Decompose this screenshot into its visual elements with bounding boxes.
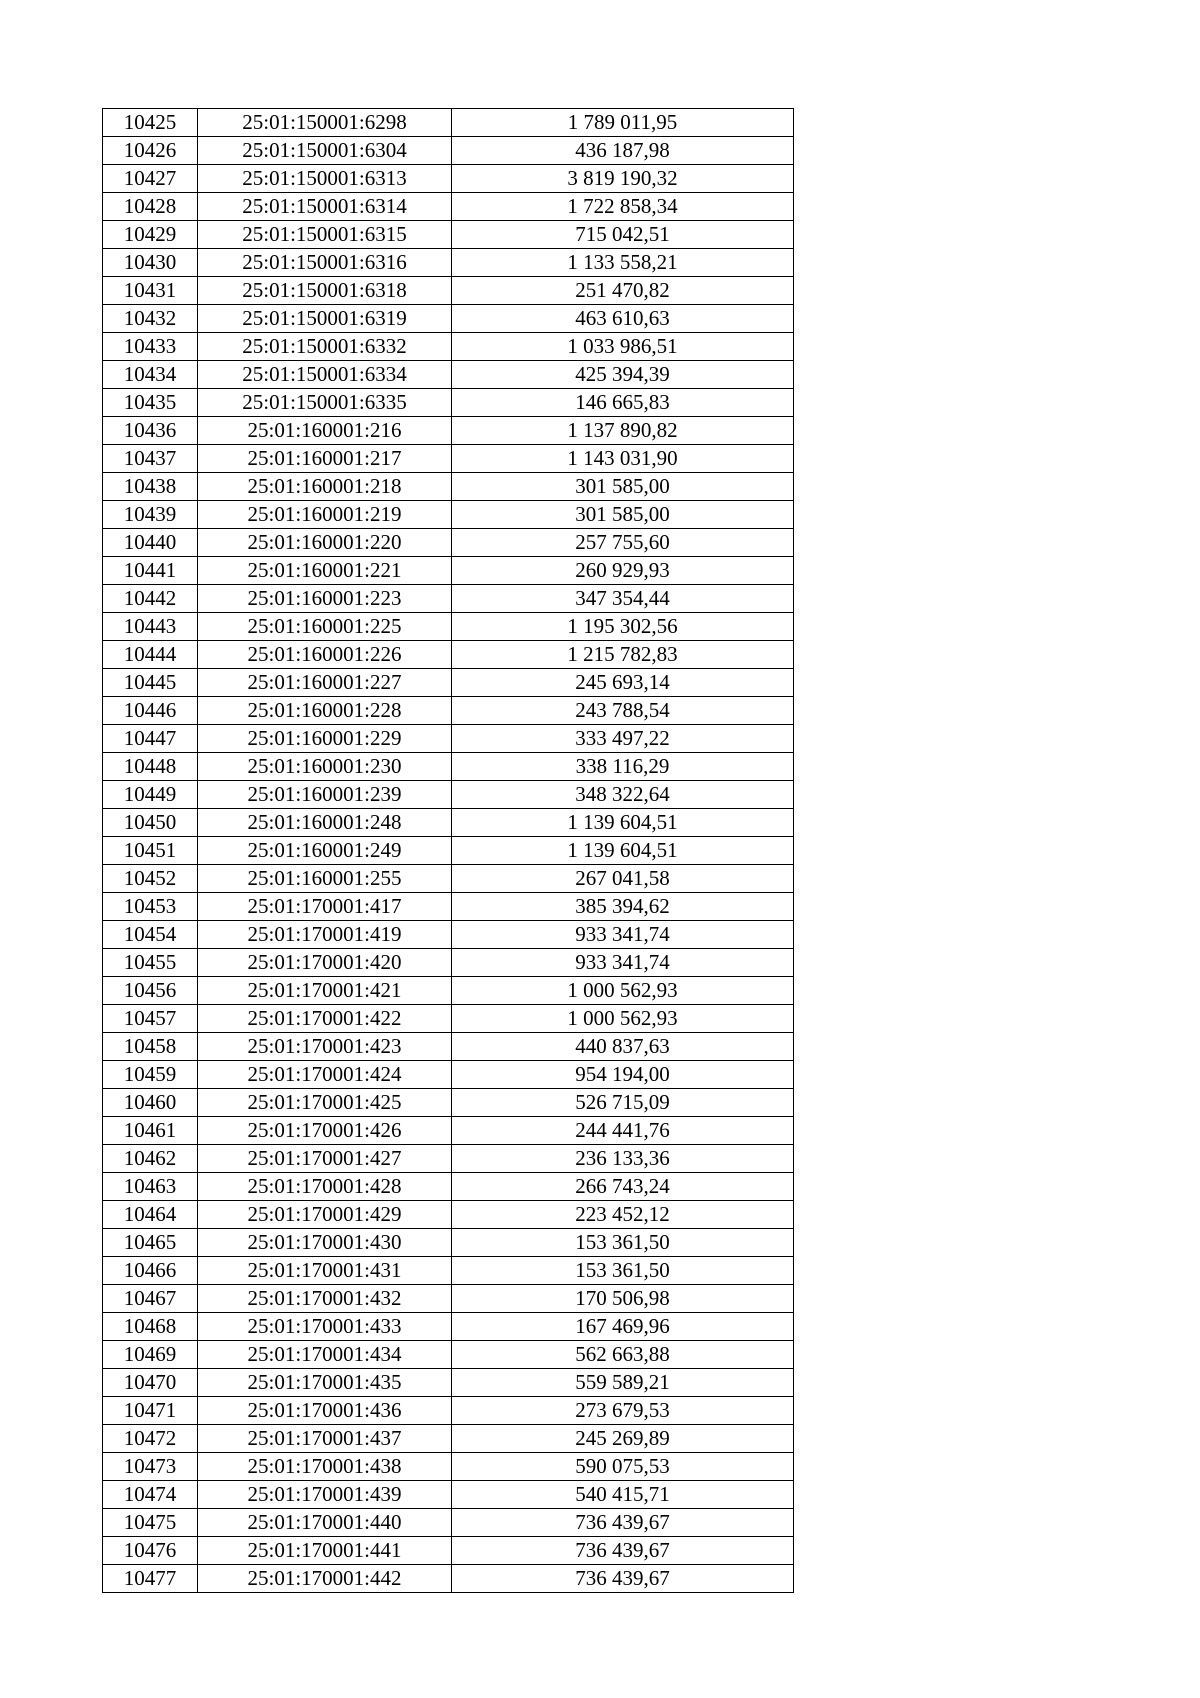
row-number-cell: 10435	[103, 389, 198, 417]
value-cell: 1 143 031,90	[452, 445, 794, 473]
row-number-cell: 10475	[103, 1509, 198, 1537]
row-number-cell: 10438	[103, 473, 198, 501]
table-row	[103, 1369, 794, 1397]
value-cell: 273 679,53	[452, 1397, 794, 1425]
row-number-cell: 10425	[103, 109, 198, 137]
row-number-cell: 10443	[103, 613, 198, 641]
table-row	[103, 165, 794, 193]
value-cell: 338 116,29	[452, 753, 794, 781]
table-row	[103, 277, 794, 305]
value-cell: 425 394,39	[452, 361, 794, 389]
row-number-cell: 10470	[103, 1369, 198, 1397]
cadastral-number-cell: 25:01:170001:426	[198, 1117, 452, 1145]
cadastral-number-cell: 25:01:160001:249	[198, 837, 452, 865]
row-number-cell: 10474	[103, 1481, 198, 1509]
cadastral-number-cell: 25:01:170001:435	[198, 1369, 452, 1397]
table-row	[103, 1453, 794, 1481]
value-cell: 540 415,71	[452, 1481, 794, 1509]
value-cell: 347 354,44	[452, 585, 794, 613]
row-number-cell: 10452	[103, 865, 198, 893]
table-row	[103, 249, 794, 277]
value-cell: 333 497,22	[452, 725, 794, 753]
row-number-cell: 10430	[103, 249, 198, 277]
cadastral-number-cell: 25:01:150001:6318	[198, 277, 452, 305]
table-row	[103, 641, 794, 669]
row-number-cell: 10455	[103, 949, 198, 977]
cadastral-number-cell: 25:01:160001:216	[198, 417, 452, 445]
value-cell: 736 439,67	[452, 1509, 794, 1537]
row-number-cell: 10449	[103, 781, 198, 809]
table-row	[103, 977, 794, 1005]
cadastral-number-cell: 25:01:160001:227	[198, 669, 452, 697]
table-row	[103, 529, 794, 557]
cadastral-number-cell: 25:01:170001:430	[198, 1229, 452, 1257]
row-number-cell: 10441	[103, 557, 198, 585]
cadastral-number-cell: 25:01:150001:6298	[198, 109, 452, 137]
cadastral-number-cell: 25:01:170001:440	[198, 1509, 452, 1537]
cadastral-number-cell: 25:01:150001:6316	[198, 249, 452, 277]
row-number-cell: 10458	[103, 1033, 198, 1061]
cadastral-number-cell: 25:01:150001:6314	[198, 193, 452, 221]
row-number-cell: 10465	[103, 1229, 198, 1257]
row-number-cell: 10477	[103, 1565, 198, 1593]
value-cell: 1 789 011,95	[452, 109, 794, 137]
table-row	[103, 1257, 794, 1285]
row-number-cell: 10460	[103, 1089, 198, 1117]
row-number-cell: 10463	[103, 1173, 198, 1201]
table-body	[103, 109, 794, 1593]
cadastral-number-cell: 25:01:150001:6304	[198, 137, 452, 165]
table-row	[103, 1509, 794, 1537]
cadastral-number-cell: 25:01:160001:218	[198, 473, 452, 501]
cadastral-number-cell: 25:01:160001:220	[198, 529, 452, 557]
cadastral-number-cell: 25:01:170001:424	[198, 1061, 452, 1089]
cadastral-number-cell: 25:01:150001:6335	[198, 389, 452, 417]
row-number-cell: 10469	[103, 1341, 198, 1369]
table-row	[103, 501, 794, 529]
row-number-cell: 10459	[103, 1061, 198, 1089]
cadastral-number-cell: 25:01:150001:6319	[198, 305, 452, 333]
cadastral-number-cell: 25:01:170001:433	[198, 1313, 452, 1341]
table-row	[103, 1201, 794, 1229]
table-row	[103, 949, 794, 977]
row-number-cell: 10432	[103, 305, 198, 333]
row-number-cell: 10434	[103, 361, 198, 389]
table-row	[103, 921, 794, 949]
value-cell: 153 361,50	[452, 1257, 794, 1285]
row-number-cell: 10466	[103, 1257, 198, 1285]
row-number-cell: 10448	[103, 753, 198, 781]
row-number-cell: 10437	[103, 445, 198, 473]
row-number-cell: 10476	[103, 1537, 198, 1565]
table-row	[103, 585, 794, 613]
value-cell: 243 788,54	[452, 697, 794, 725]
cadastral-number-cell: 25:01:150001:6332	[198, 333, 452, 361]
value-cell: 436 187,98	[452, 137, 794, 165]
table-row	[103, 893, 794, 921]
row-number-cell: 10433	[103, 333, 198, 361]
value-cell: 267 041,58	[452, 865, 794, 893]
cadastral-number-cell: 25:01:150001:6313	[198, 165, 452, 193]
value-cell: 266 743,24	[452, 1173, 794, 1201]
cadastral-number-cell: 25:01:170001:427	[198, 1145, 452, 1173]
value-cell: 559 589,21	[452, 1369, 794, 1397]
cadastral-value-table	[102, 108, 794, 1593]
table-row	[103, 1341, 794, 1369]
value-cell: 736 439,67	[452, 1565, 794, 1593]
cadastral-number-cell: 25:01:150001:6315	[198, 221, 452, 249]
table-row	[103, 361, 794, 389]
value-cell: 1 139 604,51	[452, 837, 794, 865]
row-number-cell: 10439	[103, 501, 198, 529]
table-row	[103, 1173, 794, 1201]
value-cell: 715 042,51	[452, 221, 794, 249]
cadastral-number-cell: 25:01:170001:423	[198, 1033, 452, 1061]
value-cell: 1 137 890,82	[452, 417, 794, 445]
cadastral-number-cell: 25:01:160001:239	[198, 781, 452, 809]
table-row	[103, 1565, 794, 1593]
cadastral-number-cell: 25:01:170001:432	[198, 1285, 452, 1313]
table-row	[103, 1481, 794, 1509]
value-cell: 463 610,63	[452, 305, 794, 333]
value-cell: 526 715,09	[452, 1089, 794, 1117]
row-number-cell: 10428	[103, 193, 198, 221]
value-cell: 385 394,62	[452, 893, 794, 921]
value-cell: 440 837,63	[452, 1033, 794, 1061]
table-row	[103, 865, 794, 893]
cadastral-number-cell: 25:01:160001:217	[198, 445, 452, 473]
cadastral-number-cell: 25:01:160001:230	[198, 753, 452, 781]
value-cell: 146 665,83	[452, 389, 794, 417]
row-number-cell: 10444	[103, 641, 198, 669]
cadastral-number-cell: 25:01:170001:428	[198, 1173, 452, 1201]
row-number-cell: 10454	[103, 921, 198, 949]
value-cell: 1 000 562,93	[452, 977, 794, 1005]
cadastral-number-cell: 25:01:170001:421	[198, 977, 452, 1005]
value-cell: 223 452,12	[452, 1201, 794, 1229]
value-cell: 1 133 558,21	[452, 249, 794, 277]
row-number-cell: 10436	[103, 417, 198, 445]
cadastral-number-cell: 25:01:160001:229	[198, 725, 452, 753]
row-number-cell: 10447	[103, 725, 198, 753]
value-cell: 153 361,50	[452, 1229, 794, 1257]
cadastral-number-cell: 25:01:170001:441	[198, 1537, 452, 1565]
value-cell: 257 755,60	[452, 529, 794, 557]
table-row	[103, 473, 794, 501]
value-cell: 1 195 302,56	[452, 613, 794, 641]
row-number-cell: 10462	[103, 1145, 198, 1173]
value-cell: 954 194,00	[452, 1061, 794, 1089]
value-cell: 244 441,76	[452, 1117, 794, 1145]
value-cell: 348 322,64	[452, 781, 794, 809]
row-number-cell: 10442	[103, 585, 198, 613]
row-number-cell: 10464	[103, 1201, 198, 1229]
cadastral-number-cell: 25:01:150001:6334	[198, 361, 452, 389]
table-row	[103, 305, 794, 333]
cadastral-number-cell: 25:01:170001:437	[198, 1425, 452, 1453]
cadastral-number-cell: 25:01:170001:422	[198, 1005, 452, 1033]
table-row	[103, 557, 794, 585]
cadastral-number-cell: 25:01:170001:420	[198, 949, 452, 977]
cadastral-number-cell: 25:01:160001:228	[198, 697, 452, 725]
value-cell: 933 341,74	[452, 949, 794, 977]
row-number-cell: 10440	[103, 529, 198, 557]
cadastral-number-cell: 25:01:170001:425	[198, 1089, 452, 1117]
row-number-cell: 10426	[103, 137, 198, 165]
table-row	[103, 809, 794, 837]
value-cell: 1 139 604,51	[452, 809, 794, 837]
table-row	[103, 697, 794, 725]
table-row	[103, 137, 794, 165]
table-row	[103, 1425, 794, 1453]
cadastral-number-cell: 25:01:160001:248	[198, 809, 452, 837]
table-row	[103, 1145, 794, 1173]
cadastral-number-cell: 25:01:160001:226	[198, 641, 452, 669]
row-number-cell: 10461	[103, 1117, 198, 1145]
value-cell: 301 585,00	[452, 501, 794, 529]
row-number-cell: 10457	[103, 1005, 198, 1033]
cadastral-number-cell: 25:01:160001:219	[198, 501, 452, 529]
cadastral-number-cell: 25:01:170001:417	[198, 893, 452, 921]
value-cell: 167 469,96	[452, 1313, 794, 1341]
table-row	[103, 669, 794, 697]
value-cell: 245 693,14	[452, 669, 794, 697]
row-number-cell: 10468	[103, 1313, 198, 1341]
value-cell: 236 133,36	[452, 1145, 794, 1173]
value-cell: 736 439,67	[452, 1537, 794, 1565]
row-number-cell: 10446	[103, 697, 198, 725]
value-cell: 933 341,74	[452, 921, 794, 949]
value-cell: 1 033 986,51	[452, 333, 794, 361]
table-row	[103, 837, 794, 865]
table-row	[103, 781, 794, 809]
value-cell: 562 663,88	[452, 1341, 794, 1369]
value-cell: 245 269,89	[452, 1425, 794, 1453]
row-number-cell: 10451	[103, 837, 198, 865]
value-cell: 170 506,98	[452, 1285, 794, 1313]
table-row	[103, 389, 794, 417]
table-row	[103, 1537, 794, 1565]
cadastral-number-cell: 25:01:170001:436	[198, 1397, 452, 1425]
row-number-cell: 10456	[103, 977, 198, 1005]
cadastral-number-cell: 25:01:170001:439	[198, 1481, 452, 1509]
row-number-cell: 10471	[103, 1397, 198, 1425]
table-row	[103, 193, 794, 221]
row-number-cell: 10450	[103, 809, 198, 837]
value-cell: 251 470,82	[452, 277, 794, 305]
cadastral-number-cell: 25:01:160001:223	[198, 585, 452, 613]
cadastral-number-cell: 25:01:160001:221	[198, 557, 452, 585]
row-number-cell: 10429	[103, 221, 198, 249]
table-row	[103, 417, 794, 445]
cadastral-number-cell: 25:01:160001:225	[198, 613, 452, 641]
table-row	[103, 1089, 794, 1117]
table-row	[103, 725, 794, 753]
row-number-cell: 10472	[103, 1425, 198, 1453]
row-number-cell: 10473	[103, 1453, 198, 1481]
table-row	[103, 1313, 794, 1341]
table-row	[103, 1397, 794, 1425]
cadastral-number-cell: 25:01:170001:438	[198, 1453, 452, 1481]
row-number-cell: 10431	[103, 277, 198, 305]
cadastral-number-cell: 25:01:170001:429	[198, 1201, 452, 1229]
cadastral-number-cell: 25:01:170001:431	[198, 1257, 452, 1285]
table-row	[103, 1229, 794, 1257]
value-cell: 1 215 782,83	[452, 641, 794, 669]
cadastral-number-cell: 25:01:170001:442	[198, 1565, 452, 1593]
value-cell: 3 819 190,32	[452, 165, 794, 193]
cadastral-number-cell: 25:01:170001:434	[198, 1341, 452, 1369]
row-number-cell: 10453	[103, 893, 198, 921]
row-number-cell: 10467	[103, 1285, 198, 1313]
value-cell: 590 075,53	[452, 1453, 794, 1481]
table-row	[103, 1033, 794, 1061]
table-row	[103, 1117, 794, 1145]
table-row	[103, 221, 794, 249]
table-row	[103, 109, 794, 137]
table-row	[103, 613, 794, 641]
table-row	[103, 445, 794, 473]
value-cell: 1 000 562,93	[452, 1005, 794, 1033]
value-cell: 1 722 858,34	[452, 193, 794, 221]
table-row	[103, 1285, 794, 1313]
table-row	[103, 333, 794, 361]
value-cell: 301 585,00	[452, 473, 794, 501]
table-row	[103, 1061, 794, 1089]
cadastral-number-cell: 25:01:170001:419	[198, 921, 452, 949]
row-number-cell: 10445	[103, 669, 198, 697]
value-cell: 260 929,93	[452, 557, 794, 585]
table-row	[103, 1005, 794, 1033]
table-row	[103, 753, 794, 781]
cadastral-number-cell: 25:01:160001:255	[198, 865, 452, 893]
row-number-cell: 10427	[103, 165, 198, 193]
